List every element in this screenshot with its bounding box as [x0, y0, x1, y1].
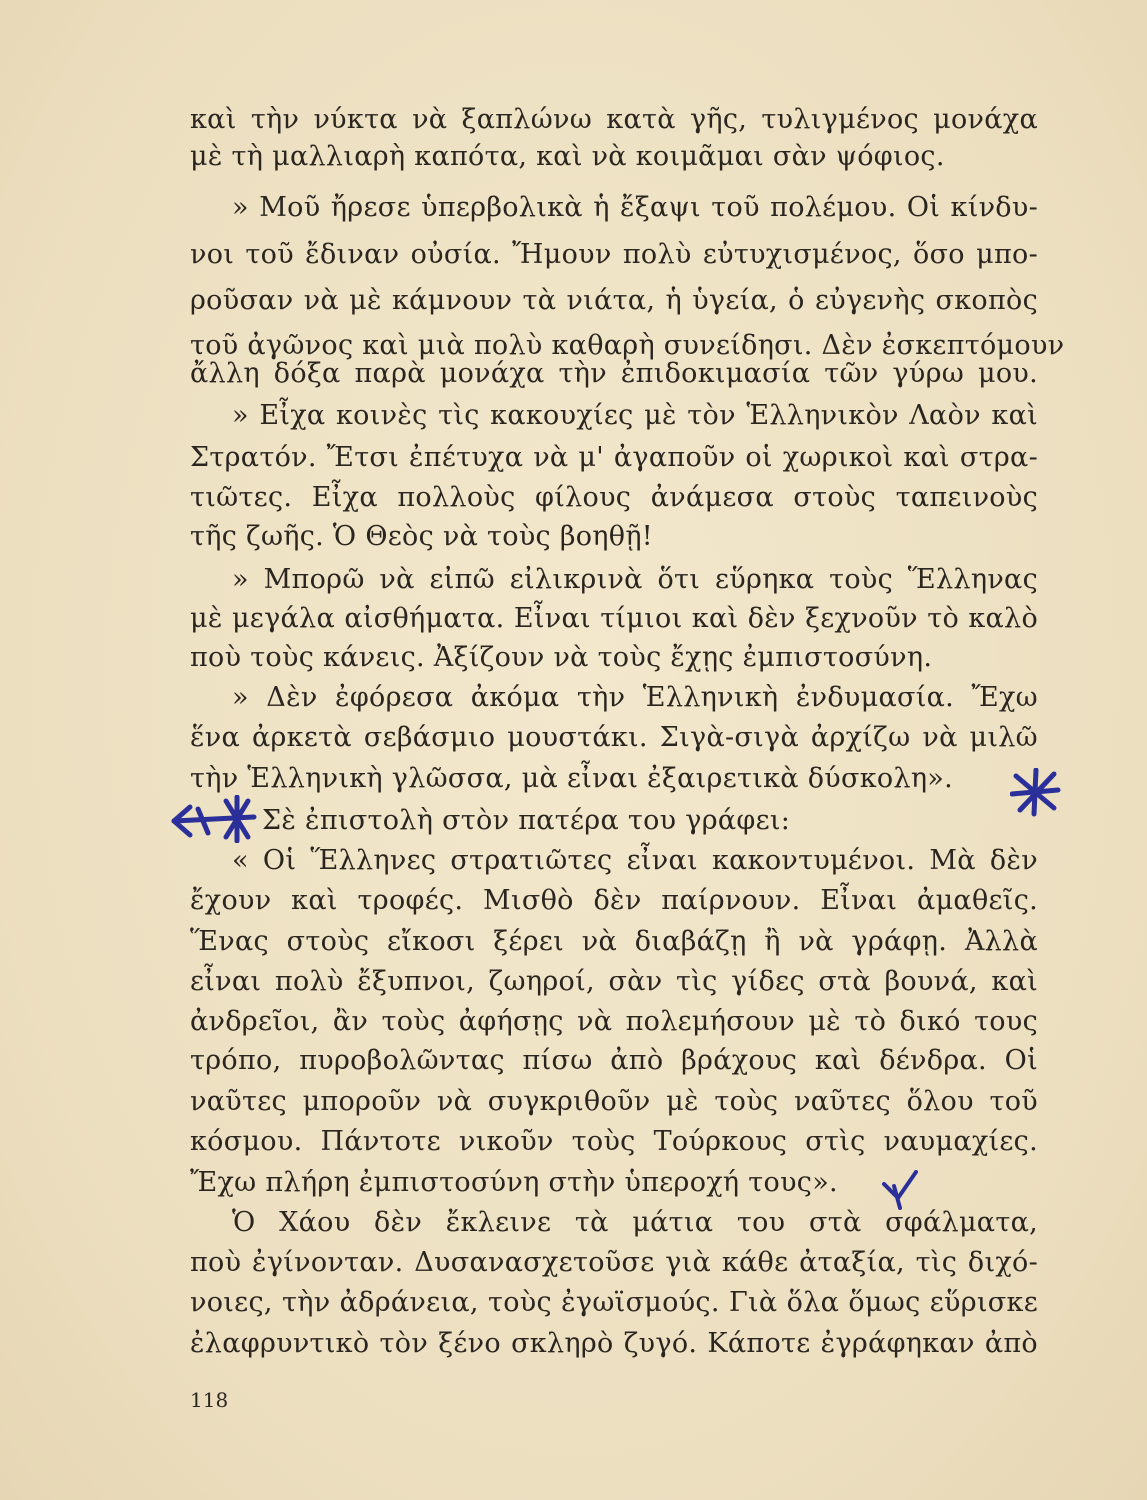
text-line: κόσμου. Πάντοτε νικοῦν τοὺς Τούρκους στὶς ναυμαχίες.	[190, 1126, 1038, 1157]
text-line: ποὺ τοὺς κάνεις. Ἀξίζουν νὰ τοὺς ἔχῃς ἐμπιστοσύνη.	[190, 642, 933, 673]
text-line: νοι τοῦ ἔδιναν οὐσία. Ἤμουν πολὺ εὐτυχισμένος, ὅσο μπο-	[190, 239, 1038, 270]
text-line: ἐλαφρυντικὸ τὸν ξένο σκληρὸ ζυγό. Κάποτε ἐγράφηκαν ἀπὸ	[190, 1328, 1038, 1359]
text-line: ναῦτες μποροῦν νὰ συγκριθοῦν μὲ τοὺς ναῦτες ὅλου τοῦ	[190, 1086, 1038, 1117]
text-line: μὲ μεγάλα αἰσθήματα. Εἶναι τίμιοι καὶ δὲν ξεχνοῦν τὸ καλὸ	[190, 603, 1038, 634]
text-line: Ἔχω πλήρη ἐμπιστοσύνη στὴν ὑπεροχή τους».	[190, 1167, 838, 1198]
page-number: 118	[190, 1388, 229, 1412]
text-line: τὴν Ἑλληνικὴ γλῶσσα, μὰ εἶναι ἐξαιρετικὰ δύσκολη».	[190, 763, 954, 794]
text-line: ἄλλη δόξα παρὰ μονάχα τὴν ἐπιδοκιμασία τῶν γύρω μου.	[190, 358, 1038, 389]
text-line: » Μοῦ ἤρεσε ὑπερβολικὰ ἡ ἔξαψι τοῦ πολέμου. Οἱ κίνδυ-	[232, 192, 1038, 223]
text-line: ἕνα ἀρκετὰ σεβάσμιο μουστάκι. Σιγὰ-σιγὰ ἀρχίζω νὰ μιλῶ	[190, 722, 1038, 753]
text-line: εἶναι πολὺ ἔξυπνοι, ζωηροί, σὰν τὶς γίδες στὰ βουνά, καὶ	[190, 966, 1038, 997]
ink-arrow-mark	[168, 795, 260, 843]
ink-asterisk-mark	[1010, 768, 1062, 818]
text-line: καὶ τὴν νύκτα νὰ ξαπλώνω κατὰ γῆς, τυλιγμένος μονάχα	[190, 104, 1038, 135]
text-line: ἔχουν καὶ τροφές. Μισθὸ δὲν παίρνουν. Εἶναι ἀμαθεῖς.	[190, 885, 1038, 916]
text-line: τοῦ ἀγῶνος καὶ μιὰ πολὺ καθαρὴ συνείδησι. Δὲν ἐσκεπτόμουν	[190, 330, 1065, 361]
text-line: ροῦσαν νὰ μὲ κάμνουν τὰ νιάτα, ἡ ὑγεία, ὁ εὐγενὴς σκοπὸς	[190, 285, 1038, 316]
text-line: Ἕνας στοὺς εἴκοσι ξέρει νὰ διαβάζῃ ἢ νὰ γράφῃ. Ἀλλὰ	[190, 926, 1038, 957]
text-line: τιῶτες. Εἶχα πολλοὺς φίλους ἀνάμεσα στοὺς ταπεινοὺς	[190, 482, 1038, 513]
text-line: « Οἱ Ἕλληνες στρατιῶτες εἶναι κακοντυμένοι. Μὰ δὲν	[232, 845, 1038, 876]
text-line: Ὁ Χάου δὲν ἔκλεινε τὰ μάτια του στὰ σφάλματα,	[232, 1207, 1038, 1238]
text-line: Σὲ ἐπιστολὴ στὸν πατέρα του γράφει:	[262, 805, 791, 836]
text-line: ἀνδρεῖοι, ἂν τοὺς ἀφήσῃς νὰ πολεμήσουν μὲ τὸ δικό τους	[190, 1006, 1038, 1037]
text-line: » Μπορῶ νὰ εἰπῶ εἰλικρινὰ ὅτι εὕρηκα τοὺς Ἕλληνας	[232, 564, 1038, 595]
text-line: ποὺ ἐγίνονταν. Δυσανασχετοῦσε γιὰ κάθε ἀταξία, τὶς διχό-	[190, 1247, 1038, 1278]
text-line: τῆς ζωῆς. Ὁ Θεὸς νὰ τοὺς βοηθῇ!	[190, 521, 653, 552]
text-line: » Εἶχα κοινὲς τὶς κακουχίες μὲ τὸν Ἑλληνικὸν Λαὸν καὶ	[232, 400, 1038, 431]
text-line: νοιες, τὴν ἀδράνεια, τοὺς ἐγωϊσμούς. Γιὰ ὅλα ὅμως εὕρισκε	[190, 1287, 1038, 1318]
text-line: τρόπο, πυροβολῶντας πίσω ἀπὸ βράχους καὶ δένδρα. Οἱ	[190, 1045, 1038, 1076]
text-line: Στρατόν. Ἔτσι ἐπέτυχα νὰ μ' ἀγαποῦν οἱ χωρικοὶ καὶ στρα-	[190, 442, 1038, 473]
ink-check-mark	[880, 1168, 922, 1212]
text-line: μὲ τὴ μαλλιαρὴ καπότα, καὶ νὰ κοιμᾶμαι σὰν ψόφιος.	[190, 141, 945, 172]
text-line: » Δὲν ἐφόρεσα ἀκόμα τὴν Ἑλληνικὴ ἐνδυμασία. Ἔχω	[232, 682, 1038, 713]
